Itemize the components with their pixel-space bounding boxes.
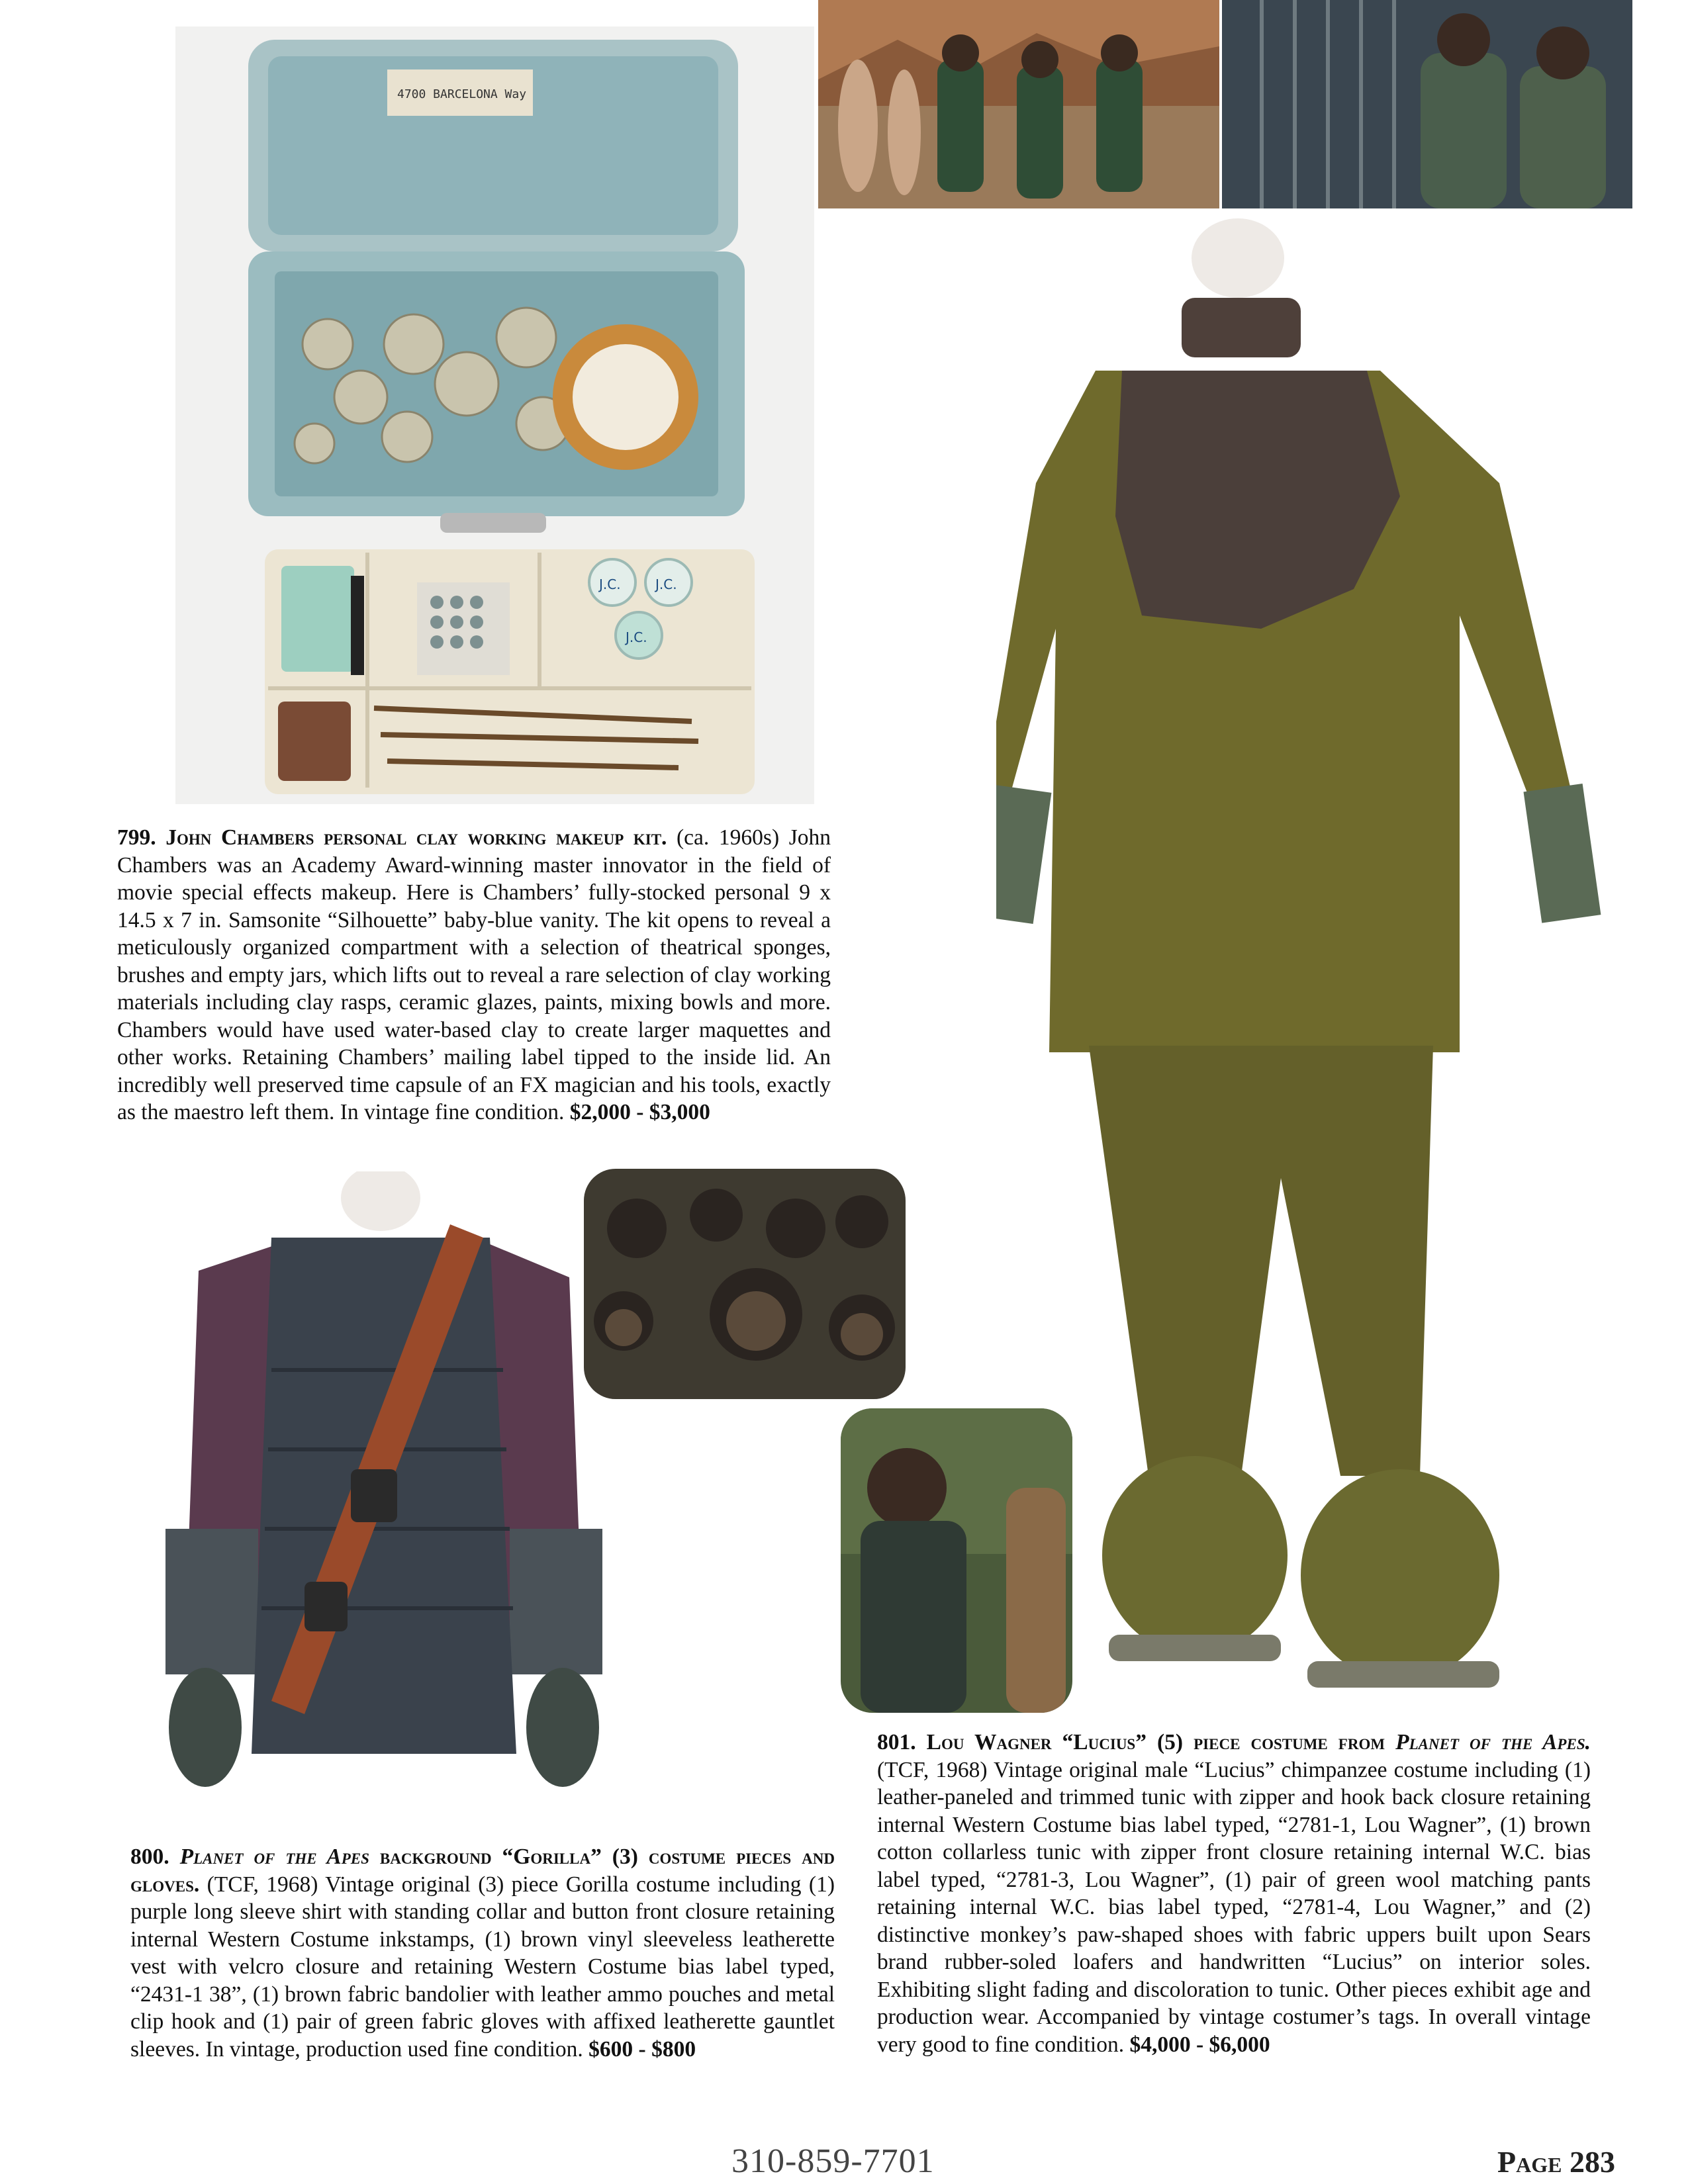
lot-800-title-italic: Planet of the Apes (179, 1844, 369, 1869)
lot-799-body: (ca. 1960s) John Chambers was an Academy Award-winning master innovator in the field of movie special effects makeup. Here is Chambers’ fully-stocked personal 9 x 14.5 x 7 in. Samsonite “Silhouette” baby-blue vanity. The kit opens to reveal a meticulously organized compartment with a selection of theatrical sponges, brushes and empty jars, which lifts out to reveal a rare selection of clay working materials including clay rasps, ceramic glazes, paints, mixing bowls and more. Chambers would have used water-based clay to create larger maquettes and other works. Retaining Chambers’ mailing label tipped to the inside lid. An incredibly well preserved time capsule of an FX magician and his tools, exactly as the maestro left them. In vintage fine condition. (117, 825, 831, 1124)
film-still-chimpanzee (841, 1408, 1072, 1713)
lot-801-body: (TCF, 1968) Vintage original male “Lucius” chimpanzee costume including (1) leather-paneled and trimmed tunic with zipper and hook back closure retaining internal Western Costume bias label typed, “2781-1, Lou Wagner”, (1) brown cotton collarless tunic with zipper front closure retaining internal W.C. bias label typed, “2781-3, Lou Wagner”, (1) pair of green wool matching pants retaining internal W.C. bias label typed, “2781-4, Lou Wagner,” and (2) distinctive monkey’s paw-shaped shoes with fabric uppers built upon Sears brand rubber-soled loafers and handwritten “Lucius” on interior soles. Exhibiting slight fading and discoloration to tunic. Other pieces exhibit age and production wear. Accompanied by vintage costumer’s tags. In overall vintage very good to fine condition. (877, 1757, 1591, 2057)
film-still-cage (1222, 0, 1632, 208)
lot-799-title: John Chambers personal clay working makeup kit. (165, 825, 667, 850)
jar-label: J.C. (626, 629, 647, 645)
kit-mailing-label: 4700 BARCELONA Way (397, 87, 527, 101)
film-still-gorillas-crowd (584, 1169, 906, 1399)
film-still-desert (818, 0, 1219, 208)
lot-801-number: 801. (877, 1730, 916, 1754)
lucius-costume-photo (996, 218, 1615, 1741)
footer-page-number: Page 283 (1497, 2145, 1615, 2179)
lot-800-description (130, 1843, 835, 2063)
gorilla-costume-photo (159, 1171, 609, 1813)
jar-label: J.C. (655, 576, 677, 592)
jar-label: J.C. (599, 576, 621, 592)
lot-801-price: $4,000 - $6,000 (1129, 2032, 1270, 2057)
lot-801-description (877, 1729, 1591, 2058)
lot-800-number: 800. (130, 1844, 169, 1869)
footer-phone-number: 310-859-7701 (731, 2142, 935, 2180)
lot-799-number: 799. (117, 825, 156, 850)
lot-800-title: background “Gorilla” (3) costume pieces and gloves. (130, 1844, 835, 1897)
lot-799-description (117, 824, 831, 1126)
lot-799-price: $2,000 - $3,000 (569, 1100, 710, 1124)
lot-801-title-italic: Planet of the Apes. (1395, 1730, 1591, 1754)
makeup-kit-photo (175, 26, 814, 804)
lot-800-body: (TCF, 1968) Vintage original (3) piece Gorilla costume including (1) purple long sleeve shirt with standing collar and button front closure retaining internal Western Costume inkstamps, (1) brown vinyl sleeveless leatherette vest with velcro closure and retaining Western Costume bias label typed, “2431-1 38”, (1) brown fabric bandolier with leather ammo pouches and metal clip hook and (1) pair of green fabric gloves with affixed leatherette gauntlet sleeves. In vintage, production used fine condition. (130, 1872, 835, 2062)
lot-800-price: $600 - $800 (588, 2036, 696, 2062)
lot-801-title: Lou Wagner “Lucius” (5) piece costume from (926, 1730, 1385, 1754)
